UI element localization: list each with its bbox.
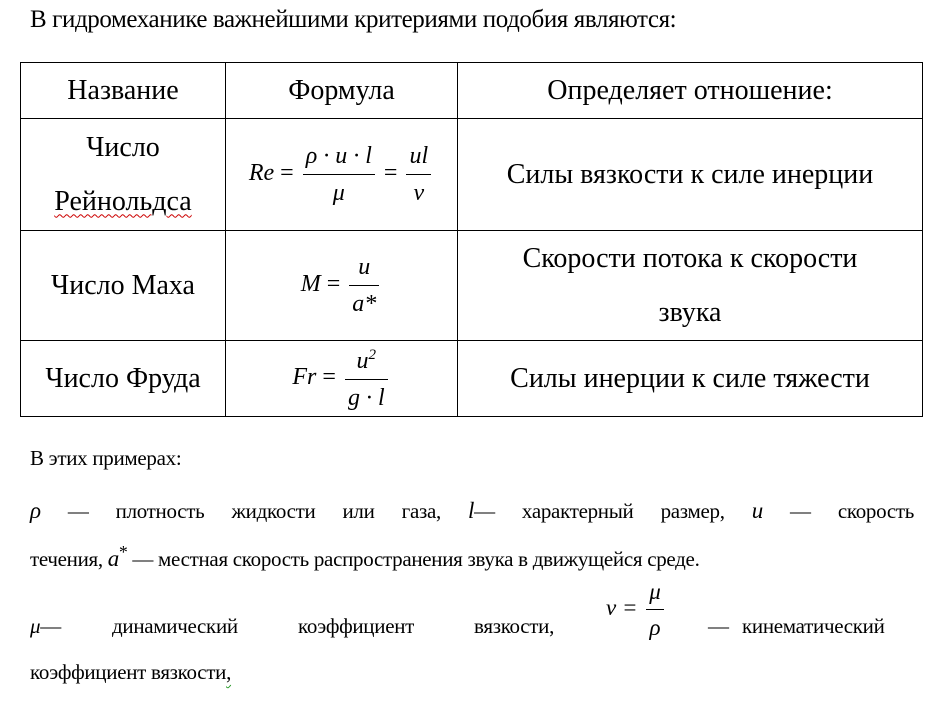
nu-formula [606,580,667,639]
mach-formula-math [300,254,383,317]
equals-sign: = [383,160,404,187]
reynolds-num-2: ul [406,144,431,175]
froude-num [345,348,388,380]
reynolds-den-2: ν [413,180,425,206]
equals-sign: = [326,271,347,298]
froude-name: Число Фруда [21,341,226,417]
mach-relation-line1: Скорости потока к скорости [522,242,858,274]
trailing-comma: , [226,660,232,684]
rho-text: — плотность жидкости или газа, [67,499,441,523]
equals-sign: = [280,160,300,187]
table-row-reynolds [21,119,923,231]
legend-paragraph-2 [30,542,914,572]
nu-fraction [646,580,664,639]
dynamic-word: динамический [112,614,238,638]
legend-paragraph-4 [30,660,914,685]
viscosity-word: вязкости, [474,614,555,638]
nu-den: ρ [649,615,661,640]
flow-text: течения, [30,547,103,571]
u-symbol: u [751,498,763,523]
reynolds-relation: Силы вязкости к силе инерции [458,119,923,231]
mu-dash: — [40,614,61,638]
mach-name: Число Маха [21,231,226,341]
mach-den: a* [352,291,377,317]
reynolds-lhs: Re [248,160,275,187]
criteria-table [20,62,923,417]
mach-relation [458,231,923,341]
reynolds-den-1: μ [332,180,345,206]
reynolds-name [21,119,226,231]
nu-lhs: ν = [606,594,638,620]
nu-num: μ [646,580,664,610]
reynolds-formula [226,119,458,231]
froude-fraction [345,348,388,410]
reynolds-fraction-2 [406,144,431,205]
header-name: Название [21,63,226,119]
rho-symbol: ρ [30,498,41,523]
mach-fraction [349,255,379,316]
u-text: — скорость [790,499,914,523]
table-row-mach [21,231,923,341]
legend-heading: В этих примерах: [30,446,182,470]
mach-relation-line2: звука [658,296,722,328]
equals-sign: = [322,364,342,391]
intro-text: В гидромеханике важнейшими критериями подобия являются: [30,6,677,33]
coefficient-word: коэффициент [298,614,415,638]
froude-num-sup: 2 [368,346,377,363]
header-relation: Определяет отношение: [458,63,923,119]
froude-num-base: u [356,347,369,374]
kinematic-word: кинематический [742,614,885,638]
l-symbol: l [468,498,475,523]
reynolds-num-1: ρ · u · l [303,144,375,175]
mach-num: u [349,255,379,286]
mach-formula [226,231,458,341]
reynolds-name-line1: Число [86,131,160,163]
froude-lhs: Fr [292,364,317,391]
legend-paragraph-3 [30,614,914,644]
legend-paragraph-1 [30,498,914,524]
reynolds-name-line2: Рейнольдса [54,185,192,217]
reynolds-fraction-1 [303,144,375,205]
mu-symbol: μ [30,614,41,638]
sound-speed-text: — местная скорость распространения звука в движущейся среде. [132,547,700,571]
kinematic-coef-text: коэффициент вязкости [30,660,227,684]
a-star: * [119,542,128,562]
froude-formula [226,341,458,417]
nu-dash: — [708,614,729,638]
header-formula: Формула [226,63,458,119]
a-symbol: a [107,546,119,571]
froude-den: g · l [347,384,385,411]
table-row-froude [21,341,923,417]
mach-lhs: M [300,271,321,298]
l-text: — характерный размер, [474,499,725,523]
froude-relation: Силы инерции к силе тяжести [458,341,923,417]
table-header-row [21,63,923,119]
